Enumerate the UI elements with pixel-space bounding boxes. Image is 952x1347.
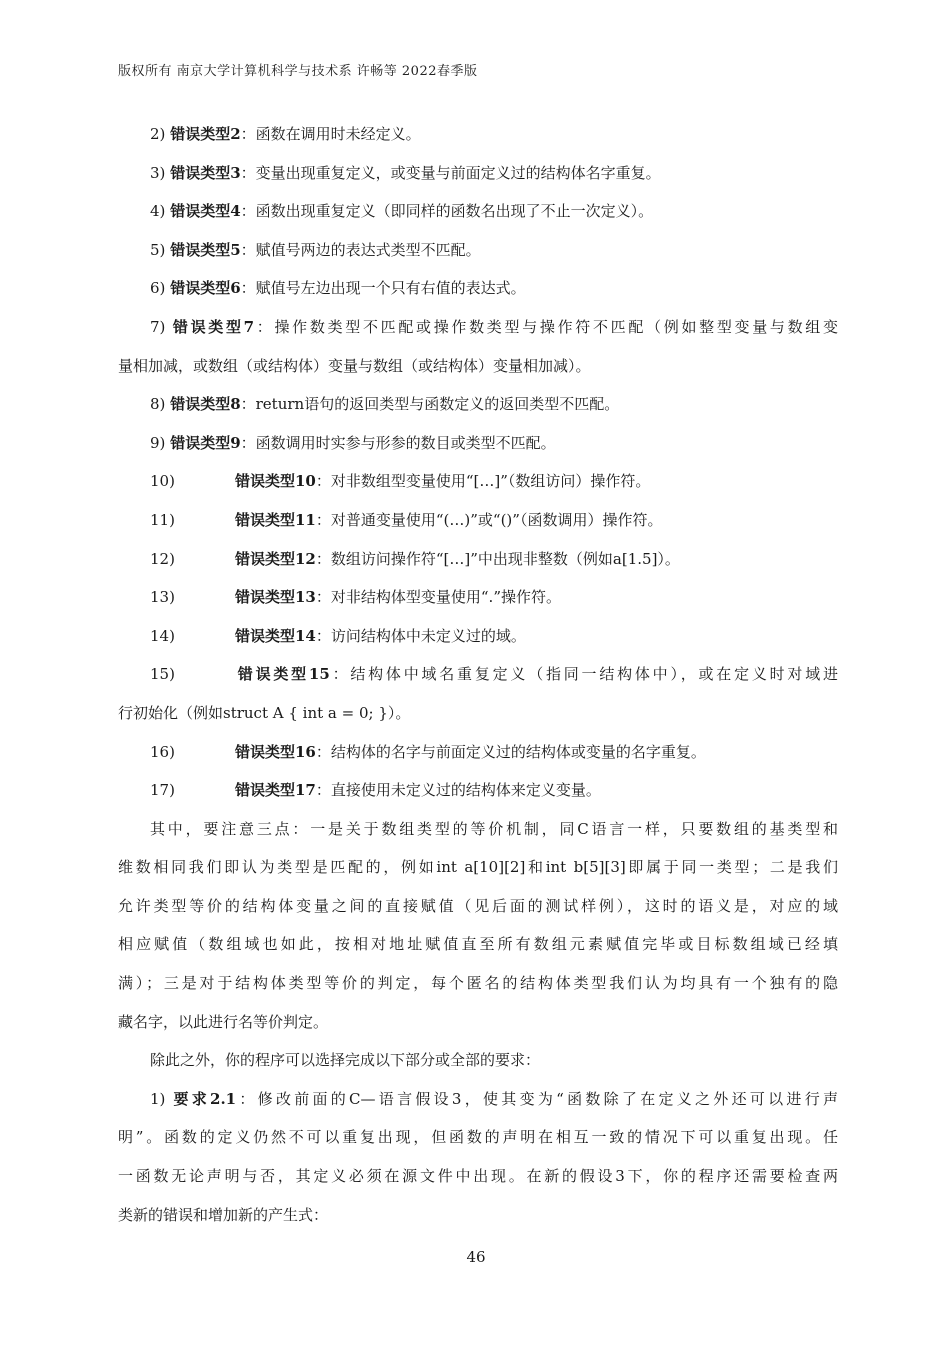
error-number: 6) bbox=[150, 279, 166, 298]
error-item-3 bbox=[118, 154, 838, 193]
error-item-14 bbox=[118, 617, 838, 656]
error-label: 错误类型8 bbox=[170, 395, 241, 414]
error-number: 15) bbox=[150, 665, 175, 684]
error-text: ：结构体的名字与前面定义过的结构体或变量的名字重复。 bbox=[315, 742, 706, 761]
error-label: 错误类型10 bbox=[235, 472, 316, 491]
error-number: 3) bbox=[150, 163, 166, 182]
error-label: 错误类型3 bbox=[170, 163, 241, 182]
error-number: 10) bbox=[150, 472, 175, 491]
error-item-5 bbox=[118, 231, 838, 270]
page-body bbox=[118, 115, 838, 1234]
error-item-9 bbox=[118, 424, 838, 463]
note-paragraph-line: 相应赋值（数组域也如此，按相对地址赋值直至所有数组元素赋值完毕或目标数组域已经填 bbox=[118, 935, 838, 954]
error-text: ：操作数类型不匹配或操作数类型与操作符不匹配（例如整型变量与数组变 bbox=[254, 317, 838, 336]
error-item-16 bbox=[118, 733, 838, 772]
error-item-7 bbox=[118, 308, 838, 347]
error-label: 错误类型2 bbox=[170, 125, 241, 143]
error-label: 错误类型13 bbox=[235, 588, 316, 607]
error-label: 错误类型4 bbox=[170, 202, 241, 221]
error-number: 2) bbox=[150, 125, 166, 143]
error-number: 11) bbox=[150, 510, 175, 529]
error-label: 错误类型15 bbox=[235, 665, 330, 684]
error-text: ：访问结构体中未定义过的域。 bbox=[315, 626, 526, 645]
error-item-8 bbox=[118, 385, 838, 424]
error-text: ：函数在调用时未经定义。 bbox=[240, 125, 421, 143]
note-paragraph-line: 允许类型等价的结构体变量之间的直接赋值（见后面的测试样例），这时的语义是，对应的域 bbox=[118, 896, 838, 915]
requirement-line: 一函数无论声明与否，其定义必须在源文件中出现。在新的假设3下，你的程序还需要检查两 bbox=[118, 1167, 838, 1186]
error-number: 16) bbox=[150, 742, 175, 761]
error-number: 12) bbox=[150, 549, 175, 568]
error-number: 7) bbox=[150, 317, 166, 336]
error-text: ：对非结构体型变量使用“.”操作符。 bbox=[315, 588, 561, 607]
error-item-15 bbox=[118, 655, 838, 694]
extra-requirements-intro: 除此之外，你的程序可以选择完成以下部分或全部的要求： bbox=[150, 1051, 541, 1070]
error-text: ：数组访问操作符“[…]”中出现非整数（例如a[1.5]）。 bbox=[315, 549, 680, 568]
error-item-7-continuation: 量相加减，或数组（或结构体）变量与数组（或结构体）变量相加减）。 bbox=[118, 356, 591, 375]
error-label: 错误类型6 bbox=[170, 279, 241, 298]
error-number: 4) bbox=[150, 202, 166, 221]
error-number: 8) bbox=[150, 395, 166, 414]
error-label: 错误类型11 bbox=[235, 510, 316, 529]
requirement-label: 要求2.1 bbox=[173, 1089, 237, 1108]
requirement-line: 明”。函数的定义仍然不可以重复出现，但函数的声明在相互一致的情况下可以重复出现。任 bbox=[118, 1128, 838, 1147]
error-label: 错误类型14 bbox=[235, 626, 316, 645]
error-item-6 bbox=[118, 269, 838, 308]
error-text: ：直接使用未定义过的结构体来定义变量。 bbox=[315, 781, 601, 800]
error-item-10 bbox=[118, 462, 838, 501]
page-header: 版权所有 南京大学计算机科学与技术系 许畅等 2022春季版 bbox=[118, 64, 478, 79]
error-item-11 bbox=[118, 501, 838, 540]
error-text: ：函数出现重复定义（即同样的函数名出现了不止一次定义）。 bbox=[240, 202, 654, 221]
error-text: ：变量出现重复定义，或变量与前面定义过的结构体名字重复。 bbox=[240, 163, 661, 182]
error-number: 14) bbox=[150, 626, 175, 645]
error-item-2 bbox=[118, 115, 838, 154]
error-item-13 bbox=[118, 578, 838, 617]
error-item-4 bbox=[118, 192, 838, 231]
error-number: 5) bbox=[150, 240, 166, 259]
error-text: ：对非数组型变量使用“[…]”（数组访问）操作符。 bbox=[315, 472, 651, 491]
error-number: 13) bbox=[150, 588, 175, 607]
error-text: ：赋值号左边出现一个只有右值的表达式。 bbox=[240, 279, 526, 298]
error-label: 错误类型12 bbox=[235, 549, 316, 568]
requirement-number: 1) bbox=[150, 1089, 166, 1108]
error-item-17 bbox=[118, 771, 838, 810]
error-label: 错误类型16 bbox=[235, 742, 316, 761]
error-label: 错误类型9 bbox=[170, 433, 241, 452]
error-text: ：对普通变量使用“(…)”或“()”（函数调用）操作符。 bbox=[315, 510, 663, 529]
error-text: ：结构体中域名重复定义（指同一结构体中），或在定义时对域进 bbox=[329, 665, 838, 684]
note-paragraph-line: 藏名字，以此进行名等价判定。 bbox=[118, 1012, 329, 1031]
error-text: ：return语句的返回类型与函数定义的返回类型不匹配。 bbox=[240, 395, 620, 414]
note-paragraph-line: 满）；三是对于结构体类型等价的判定，每个匿名的结构体类型我们认为均具有一个独有的隐 bbox=[118, 974, 838, 993]
requirement-2-1 bbox=[118, 1080, 838, 1119]
error-text: ：函数调用时实参与形参的数目或类型不匹配。 bbox=[240, 433, 556, 452]
error-item-15-continuation: 行初始化（例如struct A { int a = 0; }）。 bbox=[118, 703, 411, 722]
note-paragraph-line: 其中，要注意三点：一是关于数组类型的等价机制，同C语言一样，只要数组的基类型和 bbox=[150, 819, 838, 838]
error-label: 错误类型17 bbox=[235, 781, 316, 800]
error-label: 错误类型5 bbox=[170, 240, 241, 259]
error-label: 错误类型7 bbox=[172, 317, 255, 336]
requirement-text: ：修改前面的C—语言假设3，使其变为“函数除了在定义之外还可以进行声 bbox=[236, 1089, 838, 1108]
error-item-12 bbox=[118, 540, 838, 579]
page-number: 46 bbox=[466, 1248, 486, 1266]
requirement-line: 类新的错误和增加新的产生式： bbox=[118, 1205, 329, 1224]
error-number: 9) bbox=[150, 433, 166, 452]
note-paragraph-line: 维数相同我们即认为类型是匹配的，例如int a[10][2]和int b[5][3]即属于同一类型；二是我们 bbox=[118, 858, 838, 877]
error-number: 17) bbox=[150, 781, 175, 800]
error-text: ：赋值号两边的表达式类型不匹配。 bbox=[240, 240, 481, 259]
